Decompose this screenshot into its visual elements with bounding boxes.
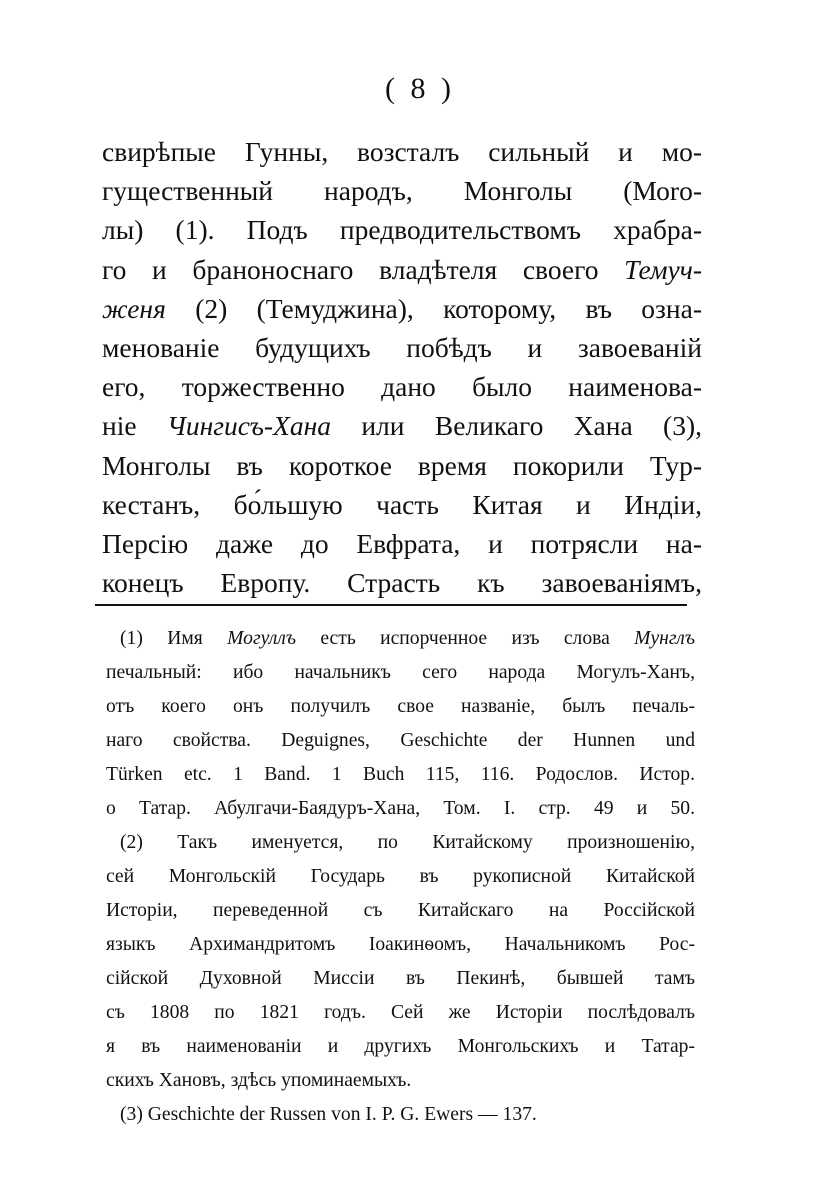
body-line: [102, 524, 702, 563]
text-segment: отъ коего онъ получилъ свое названіе, былъ печаль-: [106, 696, 695, 717]
text-segment: сійской Духовной Миссіи въ Пекинѣ, бывшей тамъ: [106, 968, 695, 989]
text-segment: гущественный народъ, Монголы (Моrо-: [102, 175, 702, 207]
footnote-line: [106, 1098, 695, 1132]
italic-text: женя: [102, 292, 166, 324]
main-text: [102, 132, 702, 602]
footnote-line: [106, 792, 695, 826]
text-segment: печальный: ибо начальникъ сего народа Могулъ-Ханъ,: [106, 662, 695, 683]
text-segment: свирѣпые Гунны, возсталъ сильный и мо-: [102, 136, 702, 167]
text-segment: скихъ Хановъ, здѣсь упоминаемыхъ.: [106, 1070, 412, 1091]
text-segment: (2) Такъ именуется, по Китайскому произношенію,: [120, 832, 695, 853]
footnote-line: [106, 1030, 695, 1064]
footnote-line: [106, 894, 695, 928]
text-segment: (2) (Темуджина), которому, въ озна-: [165, 292, 702, 324]
text-segment: наго свойства. Deguignes, Geschichte der Hunnen und: [106, 730, 695, 751]
text-segment: менованіе будущихъ побѣдъ и завоеваній: [102, 331, 702, 363]
text-segment: Türken etc. 1 Band. 1 Buch 115, 116. Родослов. Истор.: [106, 764, 695, 785]
footnotes: [106, 622, 695, 1132]
body-line: [102, 446, 702, 485]
text-segment: его, торжественно дано было наименова-: [102, 371, 702, 403]
italic-text: Мунглъ: [634, 628, 695, 649]
body-line: [102, 171, 702, 210]
text-segment: я въ наименованіи и другихъ Монгольскихъ и Татар-: [106, 1036, 695, 1057]
footnote-line: [106, 928, 695, 962]
text-segment: (1) Имя: [120, 628, 228, 649]
text-segment: ніе: [102, 410, 167, 442]
footnote-line: [106, 996, 695, 1030]
body-line: [102, 367, 702, 406]
text-segment: кестанъ, бо́льшую часть Китая и Индіи,: [102, 488, 702, 520]
footnote-line: [106, 1064, 695, 1098]
footnote-line: [106, 962, 695, 996]
text-segment: о Татар. Абулгачи-Баядуръ-Хана, Том. I. стр. 49 и 50.: [106, 798, 695, 819]
footnote-line: [106, 622, 695, 656]
text-segment: языкъ Архимандритомъ Іоакинѳомъ, Начальникомъ Рос-: [106, 934, 695, 955]
body-line: [102, 250, 702, 289]
text-segment: го и браноноснаго владѣтеля своего: [102, 253, 625, 285]
text-segment: конецъ Европу. Страсть къ завоеваніямъ,: [102, 567, 702, 599]
body-line: [102, 485, 702, 524]
italic-text: Чингисъ-Хана: [166, 410, 331, 442]
body-line: [102, 132, 702, 171]
footnote-line: [106, 690, 695, 724]
text-segment: Персію даже до Евфрата, и потрясли на-: [102, 527, 702, 559]
page-number: ( 8 ): [385, 72, 455, 105]
text-segment: съ 1808 по 1821 годъ. Сей же Исторіи послѣдовалъ: [106, 1002, 695, 1023]
footnote-line: [106, 656, 695, 690]
text-segment: или Великаго Хана (3),: [330, 410, 702, 442]
text-segment: Монголы въ короткое время покорили Тур-: [102, 449, 702, 481]
text-segment: Исторіи, переведенной съ Китайскаго на Россійской: [106, 900, 695, 921]
text-segment: сей Монгольскій Государь въ рукописной Китайской: [106, 866, 695, 887]
italic-text: Могуллъ: [227, 628, 297, 649]
text-segment: есть испорченное изъ слова: [296, 628, 635, 649]
body-line: [102, 289, 702, 328]
text-segment: (3) Geschichte der Russen von I. P. G. Ewers — 137.: [120, 1104, 537, 1125]
text-segment: лы) (1). Подъ предводительствомъ храбра-: [102, 214, 702, 246]
footnote-line: [106, 724, 695, 758]
footnote-line: [106, 758, 695, 792]
body-line: [102, 210, 702, 249]
italic-text: Темуч-: [624, 253, 702, 285]
body-line: [102, 563, 702, 602]
footnote-divider: [95, 604, 687, 606]
footnote-line: [106, 826, 695, 860]
body-line: [102, 406, 702, 445]
body-line: [102, 328, 702, 367]
footnote-line: [106, 860, 695, 894]
